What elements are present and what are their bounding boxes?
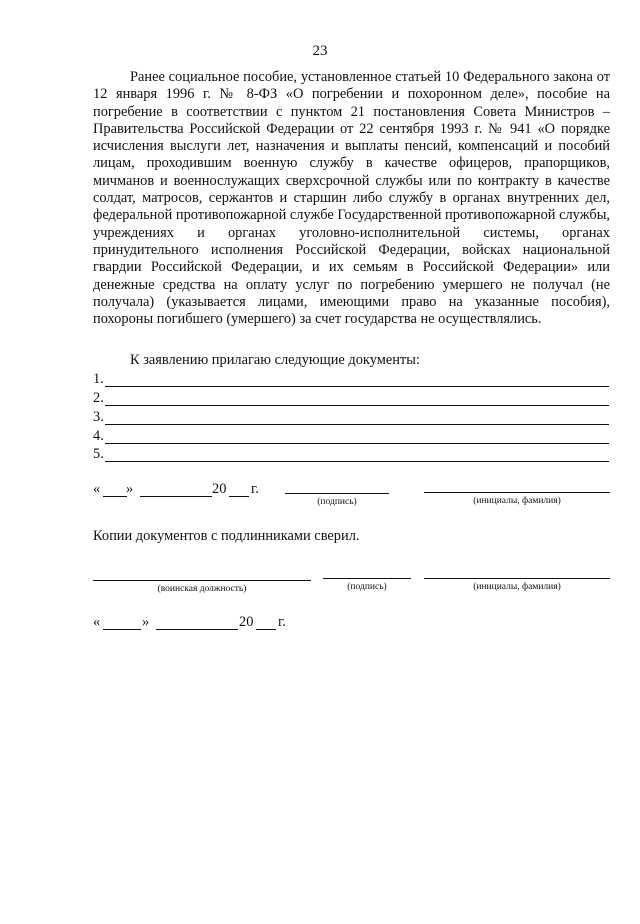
quote-open: « bbox=[93, 481, 101, 497]
main-paragraph: Ранее социальное пособие, установленное статьей 10 Федерального закона от 12 января 1996 г. № 8-ФЗ «О погребении и похоронном деле», пособие на погребение в соответствии с пунктом 21 постановления Совета Министров – Правительства Российской Федерации от 22 сентября 1993 г. № 941 «О порядке исчисления выслуги лет, назначения и выплаты пенсий, компенсаций и пособий лицам, проходившим военную службу в качестве офицеров, прапорщиков, мичманов и военнослужащих сверхсрочной службы или по контракту в качестве солдат, матросов, сержантов и старшин либо службу в органах внутренних дел, федеральной противопожарной службе Государственной противопожарной службы, учреждениях и органах уголовно-исполнительной системы, органах принудительного исполнения Российской Федерации, войсках национальной гвардии Российской Федерации, и их семьям в Российской Федерации» или денежные средства на оплату услуг по погребению умершего не получал (не получала) (указывается лицами, имеющими право на указанные пособия), похороны погибшего (умершего) за счет государства не осуществлялись. bbox=[93, 69, 610, 328]
signature-caption-2: (подпись) bbox=[347, 582, 387, 592]
attachment-line-5[interactable] bbox=[93, 446, 609, 464]
signature-field[interactable] bbox=[285, 493, 389, 494]
copies-verified-text: Копии документов с подлинниками сверил. bbox=[93, 528, 360, 544]
quote-close: » bbox=[126, 481, 134, 497]
attachments-intro: К заявлению прилагаю следующие документы: bbox=[130, 352, 420, 368]
fill-in-line bbox=[105, 405, 609, 406]
day-field[interactable] bbox=[103, 629, 141, 630]
year-suffix: г. bbox=[278, 614, 286, 630]
attachment-number: 5. bbox=[93, 446, 104, 462]
initials-caption-2: (инициалы, фамилия) bbox=[473, 582, 561, 592]
fill-in-line bbox=[105, 386, 609, 387]
signature-field-2[interactable] bbox=[323, 578, 411, 579]
page-number: 23 bbox=[312, 43, 328, 59]
quote-close: » bbox=[142, 614, 150, 630]
attachment-line-1[interactable] bbox=[93, 371, 609, 389]
month-field[interactable] bbox=[140, 496, 212, 497]
attachment-line-4[interactable] bbox=[93, 428, 609, 446]
attachment-number: 2. bbox=[93, 390, 104, 406]
attachment-number: 1. bbox=[93, 371, 104, 387]
initials-field-2[interactable] bbox=[424, 578, 610, 579]
fill-in-line bbox=[105, 461, 609, 462]
attachment-line-3[interactable] bbox=[93, 409, 609, 427]
attachment-number: 4. bbox=[93, 428, 104, 444]
year-prefix: 20 bbox=[212, 481, 227, 497]
fill-in-line bbox=[105, 424, 609, 425]
year-field[interactable] bbox=[256, 629, 276, 630]
year-suffix: г. bbox=[251, 481, 259, 497]
attachment-number: 3. bbox=[93, 409, 104, 425]
initials-field[interactable] bbox=[424, 492, 610, 493]
day-field[interactable] bbox=[103, 496, 127, 497]
attachment-line-2[interactable] bbox=[93, 390, 609, 408]
quote-open: « bbox=[93, 614, 101, 630]
position-caption: (воинская должность) bbox=[157, 584, 247, 594]
signature-caption: (подпись) bbox=[317, 497, 357, 507]
month-field[interactable] bbox=[156, 629, 238, 630]
position-field[interactable] bbox=[93, 580, 311, 581]
year-prefix: 20 bbox=[239, 614, 254, 630]
initials-caption: (инициалы, фамилия) bbox=[473, 496, 561, 506]
fill-in-line bbox=[105, 443, 609, 444]
year-field[interactable] bbox=[229, 496, 249, 497]
